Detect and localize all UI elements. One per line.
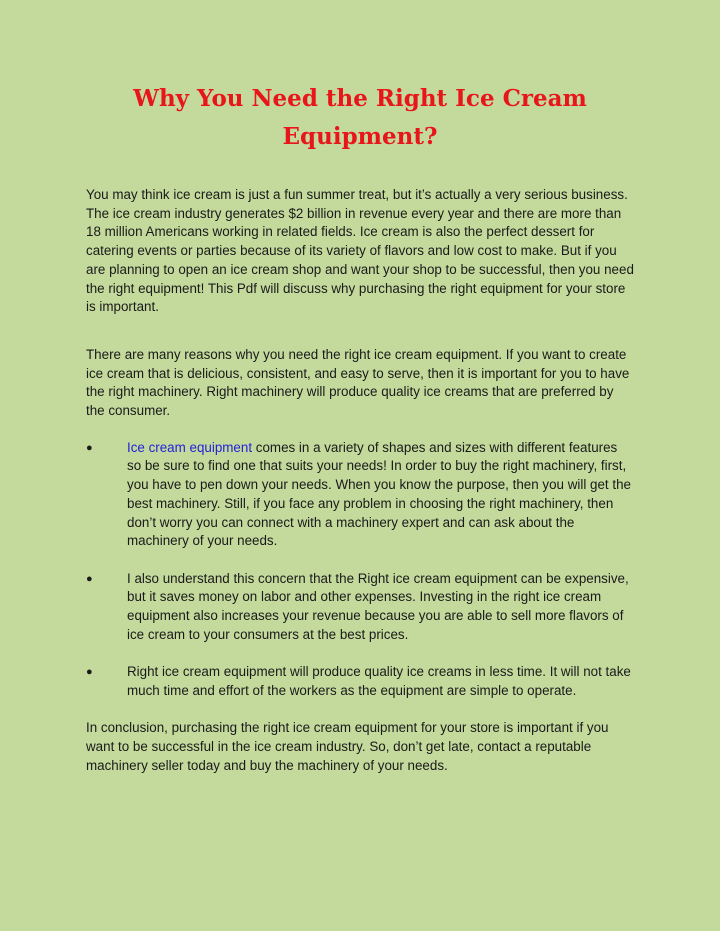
bullet-item-1 <box>86 439 634 551</box>
conclusion-paragraph: In conclusion, purchasing the right ice cream equipment for your store is important if you want to be successful in the ice cream industry. So, don’t get late, contact a reputable machinery seller today and buy the machinery of your needs. <box>86 720 609 773</box>
bullet-dot-icon: ● <box>86 666 93 679</box>
title-line-2: Equipment? <box>282 123 438 150</box>
bullet-item-3 <box>86 663 634 700</box>
document-title <box>86 80 634 156</box>
bullet-text-1: comes in a variety of shapes and sizes with different features so be sure to find one that suits your needs! In order to buy the right machinery, first, you have to pen down your needs. When you know the purpose, then you will get the best machinery. Still, if you face any problem in choosing the right machinery, then don’t worry you can connect with a machinery expert and can ask about the machinery of your needs. <box>127 439 631 549</box>
bullet-dot-icon: ● <box>86 572 93 585</box>
bullet-text-3: Right ice cream equipment will produce quality ice creams in less time. It will not take much time and effort of the workers as the equipment are simple to operate. <box>127 664 631 698</box>
title-line-1: Why You Need the Right Ice Cream <box>133 85 587 112</box>
bullet-dot-icon: ● <box>86 441 93 454</box>
intro-paragraph: You may think ice cream is just a fun summer treat, but it’s actually a very serious business. The ice cream industry generates $2 billion in revenue every year and there are more than 18 million Americans working in related fields. Ice cream is also the perfect dessert for catering events or parties because of its variety of flavors and low cost to make. But if you are planning to open an ice cream shop and want your shop to be successful, then you need the right equipment! This Pdf will discuss why purchasing the right equipment for your store is important. <box>86 187 634 315</box>
bullet-text-2: I also understand this concern that the Right ice cream equipment can be expensive, but it saves money on labor and other expenses. Investing in the right ice cream equipment also increases your revenue because you are able to sell more flavors of ice cream to your consumers at the best prices. <box>127 570 629 642</box>
bullet-list <box>86 439 634 701</box>
reasons-paragraph: There are many reasons why you need the right ice cream equipment. If you want to create ice cream that is delicious, consistent, and easy to serve, then it is important for you to have the right machinery. Right machinery will produce quality ice creams that are preferred by the consumer. <box>86 346 630 419</box>
bullet-item-2 <box>86 570 634 645</box>
ice-cream-equipment-link[interactable]: Ice cream equipment <box>127 439 253 455</box>
